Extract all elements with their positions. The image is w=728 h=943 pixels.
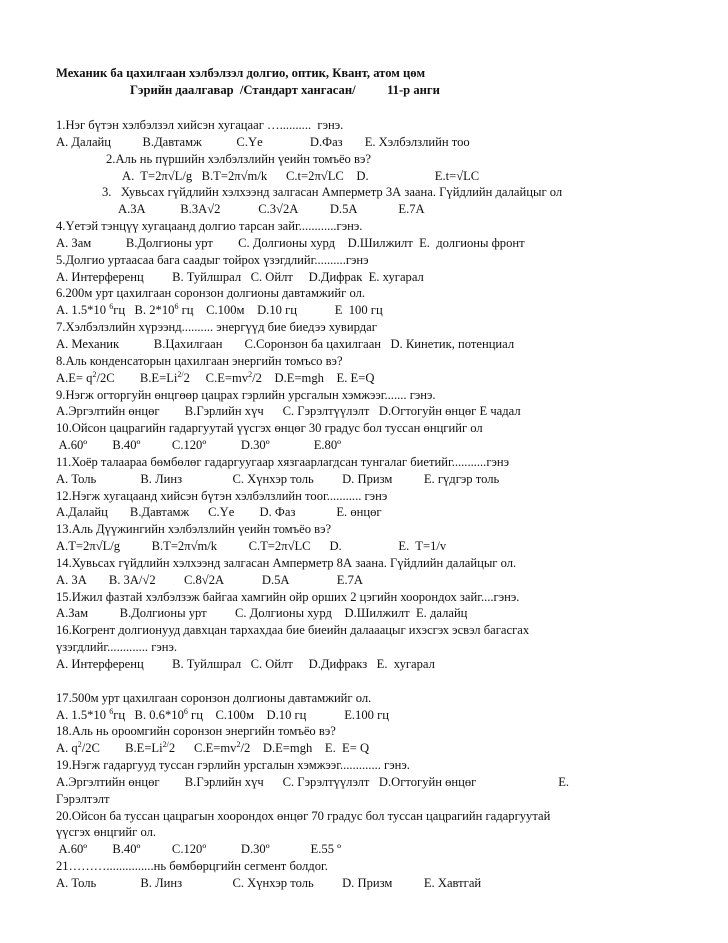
question-11: 11.Хоёр талаараа бөмбөлөг гадаргуугаар хязгаарлагдсан тунгалаг биетийг...........гэнэ (56, 454, 510, 469)
page-subtitle: Гэрийн даалгавар /Стандарт хангасан/ 11-р анги (130, 83, 440, 97)
question-6: 6.200м урт цахилгаан соронзон долгионы давтамжийг ол. (56, 286, 366, 301)
question-20: 20.Ойсон ба туссан цацрагын хоорондох өнцөг 70 градус бол туссан цацрагийн гадаргуутай (56, 808, 551, 823)
question-1: 1.Нэг бүтэн хэлбэлзэл хийсэн хугацааг ….......... гэнэ. (56, 118, 344, 132)
question-5: 5.Долгио уртаасаа бага саадыг тойрох үзэгдлийг..........гэнэ (56, 252, 369, 267)
question-4: 4.Үетэй тэнцүү хугацаанд долгио тарсан зайг............гэнэ. (56, 219, 363, 234)
answers-8: $A.E= q^2/2C$ $B.E=Li^{2/}2$ $C.E=mv^2/2$ D.E=mgh E. E=Q (56, 369, 375, 385)
answers-6: А. 1.5*10 $^6$гц В. $2*10^6$ гц С.100м D.10 гц Е 100 гц (56, 302, 383, 318)
answers-4: А. Зам В.Долгионы урт С. Долгионы хурд D.Шилжилт Е. долгионы фронт (56, 235, 525, 250)
answers-16: А. Интерференц В. Туйлшрал С. Ойлт D.Дифракз Е. хугарал (56, 657, 435, 671)
question-18: 18.Аль нь ороомгийн соронзон энергийн томъёо вэ? (56, 724, 336, 739)
answers-15: А.Зам В.Долгионы урт С. Долгионы хурд D.Шилжилт Е. далайц (56, 606, 468, 621)
answers-17: А. 1.5*10 $^6$гц В. $0.6*10^6$ гц С.100м D.10 гц Е.100 гц (56, 706, 389, 722)
answers-5: А. Интерференц В. Туйлшрал С. Ойлт D.Дифрак Е. хугарал (56, 269, 424, 284)
question-17: 17.500м урт цахилгаан соронзон долгионы давтамжийг ол. (56, 690, 372, 705)
question-13: 13.Аль Дүүжингийн хэлбэлзлийн үеийн томъёо вэ? (56, 522, 332, 537)
answers-18: A. $q^2/2C$ $B.E=Li^{2/}2$ $C.E=mv^2/2$ D.E=mgh E. E= Q (56, 740, 370, 756)
answers-20: A.60º B.40º C.120º D.30º E.55 º (56, 842, 342, 857)
answers-7: А. Механик В.Цахилгаан С.Соронзон ба цахилгаан D. Кинетик, потенциал (56, 336, 515, 351)
question-9: 9.Нэгж огторгуйн өнцгөөр цацрах гэрлийн урсгалын хэмжээг....... гэнэ. (56, 387, 436, 402)
question-15: 15.Ижил фазтай хэлбэлзэж байгаа хамгийн ойр орших 2 цэгийн хоорондох зайг....гэнэ. (56, 589, 520, 604)
answers-2: A. T=2π√L/g B.T=2π√m/k C.t=2π√LC D. E.t=√LC (122, 168, 480, 183)
question-3: 3. Хувьсах гүйдлийн хэлхээнд залгасан Амперметр 3А заана. Гүйдлийн далайцыг ол (102, 185, 563, 200)
question-21: 21………...............нь бөмбөрцгийн сегмент болдог. (56, 859, 328, 874)
answers-13: A.T=2π√L/g B.T=2π√m/k C.T=2π√LC D. E. T=1/v (56, 539, 447, 554)
question-14: 14.Хувьсах гүйдлийн хэлхээнд залгасан Амперметр 8А заана. Гүйдлийн далайцыг ол. (56, 555, 517, 570)
page-title: Механик ба цахилгаан хэлбэлзэл долгио, оптик, Квант, атом цөм (56, 66, 426, 80)
answers-19-cont: Гэрэлтэлт (56, 791, 110, 806)
question-19: 19.Нэгж гадаргууд туссан гэрлийн урсгалын хэмжээг............. гэнэ. (56, 758, 410, 773)
question-16-cont: үзэгдлийг............. гэнэ. (56, 640, 178, 655)
question-20-cont: үүсгэх өнцгийг ол. (56, 825, 157, 840)
question-16: 16.Когрент долгионууд давхцан тархахдаа бие биеийн далааацыг ихэсгэх эсвэл багасгах (56, 623, 530, 638)
answers-11: А. Толь В. Линз С. Хүнхэр толь D. Призм Е. гүдгэр толь (56, 471, 500, 486)
answers-12: А.Далайц В.Давтамж С.Үе D. Фаз Е. өнцөг (56, 505, 382, 520)
question-12: 12.Нэгж хугацаанд хийсэн бүтэн хэлбэлзлийн тоог........... гэнэ (56, 488, 388, 503)
answers-14: А. 3А В. 3А/√2 С.8√2А D.5А Е.7А (56, 572, 363, 587)
question-10: 10.Ойсон цацрагийн гадаргуутай үүсгэх өнцөг 30 градус бол туссан өнцгийг ол (56, 421, 483, 436)
blank-line (56, 673, 706, 690)
answers-10: A.60º B.40º C.120º D.30º E.80º (56, 438, 342, 453)
answers-1: А. Далайц В.Давтамж С.Үе D.Фаз Е. Хэлбэлзлийн тоо (56, 134, 470, 149)
answers-21: А. Толь В. Линз С. Хүнхэр толь D. Призм Е. Хавтгай (56, 875, 482, 890)
question-7: 7.Хэлбэлзлийн хүрээнд.......... энергүүд бие биедээ хувирдаг (56, 320, 377, 335)
answers-3: А.3А В.3А√2 С.3√2А D.5А Е.7А (118, 202, 425, 217)
answers-9: А.Эргэлтийн өнцөг В.Гэрлийн хүч С. Гэрэлтүүлэлт D.Огтогуйн өнцөг Е чадал (56, 404, 521, 419)
answers-19: А.Эргэлтийн өнцөг В.Гэрлийн хүч С. Гэрэлтүүлэлт D.Огтогуйн өнцөг Е. (56, 774, 570, 789)
question-8: 8.Аль конденсаторын цахилгаан энергийн томъсо вэ? (56, 353, 343, 368)
worksheet (56, 65, 706, 892)
question-2: 2.Аль нь пүршийн хэлбэлзлийн үеийн томъёо вэ? (106, 151, 371, 166)
